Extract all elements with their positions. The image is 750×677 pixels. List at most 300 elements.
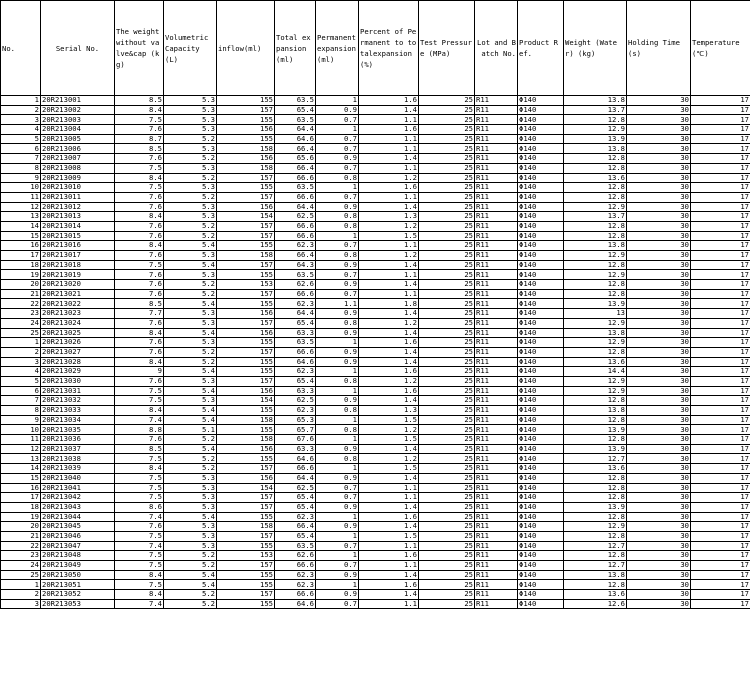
cell-test-pressure: 25 <box>419 192 475 202</box>
cell-percent: 1.2 <box>359 318 419 328</box>
cell-lot-batch: R11 <box>475 415 518 425</box>
cell-inflow: 156 <box>217 154 275 164</box>
cell-total-expansion: 64.6 <box>275 357 316 367</box>
table-row <box>1 134 750 144</box>
cell-total-expansion: 63.3 <box>275 444 316 454</box>
cell-percent: 1.5 <box>359 531 419 541</box>
cell-inflow: 157 <box>217 531 275 541</box>
cell-product-ref: Φ140 <box>518 425 564 435</box>
cell-capacity: 5.2 <box>164 357 217 367</box>
cell-test-pressure: 25 <box>419 309 475 319</box>
table-row <box>1 531 750 541</box>
cell-lot-batch: R11 <box>475 483 518 493</box>
cell-inflow: 157 <box>217 590 275 600</box>
cell-holding-time: 30 <box>627 338 691 348</box>
cell-product-ref: Φ140 <box>518 512 564 522</box>
cell-capacity: 5.4 <box>164 406 217 416</box>
cell-holding-time: 30 <box>627 386 691 396</box>
cell-lot-batch: R11 <box>475 522 518 532</box>
cell-holding-time: 30 <box>627 531 691 541</box>
cell-serial-no: 20R213044 <box>41 512 115 522</box>
header-permanent-expansion: Permanent expansion (ml) <box>316 1 359 96</box>
cell-total-expansion: 63.3 <box>275 328 316 338</box>
cell-no: 17 <box>1 493 41 503</box>
cell-weight: 8.4 <box>115 464 164 474</box>
cell-holding-time: 30 <box>627 454 691 464</box>
cell-inflow: 155 <box>217 454 275 464</box>
cell-permanent-expansion: 0.9 <box>316 309 359 319</box>
cell-temperature: 17 <box>691 251 750 261</box>
cell-product-ref: Φ140 <box>518 386 564 396</box>
cell-test-pressure: 25 <box>419 454 475 464</box>
cell-no: 11 <box>1 192 41 202</box>
cell-product-ref: Φ140 <box>518 192 564 202</box>
cell-permanent-expansion: 1 <box>316 464 359 474</box>
cell-lot-batch: R11 <box>475 231 518 241</box>
cell-lot-batch: R11 <box>475 570 518 580</box>
cell-weight-water: 12.8 <box>564 183 627 193</box>
cell-weight-water: 13.6 <box>564 173 627 183</box>
table-row <box>1 376 750 386</box>
cell-weight: 7.5 <box>115 396 164 406</box>
cell-total-expansion: 62.3 <box>275 299 316 309</box>
cell-total-expansion: 65.4 <box>275 502 316 512</box>
cell-weight: 8.5 <box>115 444 164 454</box>
cell-test-pressure: 25 <box>419 435 475 445</box>
cell-product-ref: Φ140 <box>518 309 564 319</box>
cell-permanent-expansion: 0.8 <box>316 212 359 222</box>
cell-holding-time: 30 <box>627 173 691 183</box>
cell-lot-batch: R11 <box>475 221 518 231</box>
cell-holding-time: 30 <box>627 502 691 512</box>
cell-percent: 1.1 <box>359 561 419 571</box>
cell-lot-batch: R11 <box>475 551 518 561</box>
cell-total-expansion: 62.3 <box>275 367 316 377</box>
cell-lot-batch: R11 <box>475 599 518 609</box>
cell-weight: 8.6 <box>115 502 164 512</box>
table-row <box>1 231 750 241</box>
cell-inflow: 157 <box>217 318 275 328</box>
cell-no: 22 <box>1 541 41 551</box>
cell-weight: 7.5 <box>115 183 164 193</box>
cell-temperature: 17 <box>691 154 750 164</box>
cell-temperature: 17 <box>691 318 750 328</box>
cell-holding-time: 30 <box>627 270 691 280</box>
cell-total-expansion: 66.6 <box>275 289 316 299</box>
cell-permanent-expansion: 0.7 <box>316 493 359 503</box>
cell-test-pressure: 25 <box>419 125 475 135</box>
cell-lot-batch: R11 <box>475 590 518 600</box>
cell-total-expansion: 65.4 <box>275 531 316 541</box>
cell-inflow: 155 <box>217 541 275 551</box>
cell-no: 6 <box>1 386 41 396</box>
cell-weight-water: 12.8 <box>564 415 627 425</box>
table-row <box>1 473 750 483</box>
cell-capacity: 5.2 <box>164 590 217 600</box>
cell-no: 10 <box>1 183 41 193</box>
cell-weight-water: 13 <box>564 309 627 319</box>
cell-holding-time: 30 <box>627 464 691 474</box>
cell-temperature: 17 <box>691 541 750 551</box>
cell-weight-water: 12.9 <box>564 386 627 396</box>
cell-holding-time: 30 <box>627 367 691 377</box>
cell-lot-batch: R11 <box>475 338 518 348</box>
cell-holding-time: 30 <box>627 202 691 212</box>
cell-weight-water: 13.7 <box>564 212 627 222</box>
cell-total-expansion: 62.5 <box>275 483 316 493</box>
cell-weight-water: 14.4 <box>564 367 627 377</box>
cell-capacity: 5.3 <box>164 338 217 348</box>
cell-serial-no: 20R213006 <box>41 144 115 154</box>
cell-temperature: 17 <box>691 561 750 571</box>
cell-permanent-expansion: 0.9 <box>316 260 359 270</box>
cell-lot-batch: R11 <box>475 270 518 280</box>
cell-test-pressure: 25 <box>419 347 475 357</box>
cell-test-pressure: 25 <box>419 289 475 299</box>
cell-permanent-expansion: 0.9 <box>316 202 359 212</box>
cell-test-pressure: 25 <box>419 464 475 474</box>
cell-temperature: 17 <box>691 289 750 299</box>
header-volumetric-capacity: Volumetric Capacity (L) <box>164 1 217 96</box>
cell-weight-water: 12.9 <box>564 202 627 212</box>
cell-weight: 8.8 <box>115 425 164 435</box>
table-row <box>1 357 750 367</box>
cell-weight: 7.5 <box>115 531 164 541</box>
cell-test-pressure: 25 <box>419 183 475 193</box>
cell-serial-no: 20R213024 <box>41 318 115 328</box>
cell-permanent-expansion: 0.8 <box>316 251 359 261</box>
cell-weight-water: 12.8 <box>564 551 627 561</box>
cell-total-expansion: 66.4 <box>275 163 316 173</box>
cell-temperature: 17 <box>691 163 750 173</box>
cell-percent: 1.5 <box>359 435 419 445</box>
cell-permanent-expansion: 0.7 <box>316 289 359 299</box>
cell-serial-no: 20R213017 <box>41 251 115 261</box>
cell-inflow: 155 <box>217 406 275 416</box>
cell-serial-no: 20R213019 <box>41 270 115 280</box>
cell-capacity: 5.3 <box>164 531 217 541</box>
cell-percent: 1.4 <box>359 590 419 600</box>
cell-weight-water: 13.6 <box>564 590 627 600</box>
cell-no: 14 <box>1 464 41 474</box>
cell-product-ref: Φ140 <box>518 338 564 348</box>
cell-serial-no: 20R213001 <box>41 96 115 106</box>
cell-inflow: 157 <box>217 221 275 231</box>
cell-test-pressure: 25 <box>419 493 475 503</box>
cell-permanent-expansion: 1 <box>316 183 359 193</box>
cell-lot-batch: R11 <box>475 144 518 154</box>
cell-total-expansion: 64.4 <box>275 202 316 212</box>
cell-temperature: 17 <box>691 590 750 600</box>
cell-total-expansion: 63.5 <box>275 96 316 106</box>
cell-weight: 7.4 <box>115 599 164 609</box>
cell-lot-batch: R11 <box>475 435 518 445</box>
cell-permanent-expansion: 0.8 <box>316 406 359 416</box>
cell-temperature: 17 <box>691 483 750 493</box>
cell-capacity: 5.3 <box>164 483 217 493</box>
cell-weight: 7.5 <box>115 454 164 464</box>
cell-inflow: 155 <box>217 115 275 125</box>
cell-weight-water: 12.8 <box>564 115 627 125</box>
cell-holding-time: 30 <box>627 522 691 532</box>
table-row <box>1 483 750 493</box>
cell-total-expansion: 64.4 <box>275 125 316 135</box>
cell-no: 5 <box>1 376 41 386</box>
cell-percent: 1.1 <box>359 241 419 251</box>
cell-no: 1 <box>1 96 41 106</box>
cell-weight: 8.5 <box>115 96 164 106</box>
table-row <box>1 96 750 106</box>
cell-test-pressure: 25 <box>419 444 475 454</box>
cell-weight-water: 12.8 <box>564 435 627 445</box>
cell-weight: 7.4 <box>115 512 164 522</box>
cell-capacity: 5.3 <box>164 493 217 503</box>
cell-temperature: 17 <box>691 347 750 357</box>
cell-no: 22 <box>1 299 41 309</box>
cell-serial-no: 20R213023 <box>41 309 115 319</box>
header-temperature: Temperature(℃) <box>691 1 750 96</box>
cell-percent: 1.4 <box>359 444 419 454</box>
cell-inflow: 157 <box>217 105 275 115</box>
cell-test-pressure: 25 <box>419 580 475 590</box>
cell-test-pressure: 25 <box>419 396 475 406</box>
cell-temperature: 17 <box>691 260 750 270</box>
cell-permanent-expansion: 0.9 <box>316 522 359 532</box>
cell-weight: 8.4 <box>115 105 164 115</box>
header-row <box>1 1 750 96</box>
cell-weight-water: 12.6 <box>564 599 627 609</box>
cell-capacity: 5.3 <box>164 318 217 328</box>
cell-serial-no: 20R213052 <box>41 590 115 600</box>
cell-product-ref: Φ140 <box>518 531 564 541</box>
cell-total-expansion: 65.3 <box>275 415 316 425</box>
cell-capacity: 5.4 <box>164 328 217 338</box>
cell-capacity: 5.4 <box>164 386 217 396</box>
cell-serial-no: 20R213020 <box>41 280 115 290</box>
cell-permanent-expansion: 0.7 <box>316 541 359 551</box>
table-row <box>1 105 750 115</box>
cell-capacity: 5.4 <box>164 299 217 309</box>
cell-product-ref: Φ140 <box>518 580 564 590</box>
cell-lot-batch: R11 <box>475 444 518 454</box>
cell-holding-time: 30 <box>627 551 691 561</box>
cell-lot-batch: R11 <box>475 251 518 261</box>
cell-permanent-expansion: 1 <box>316 338 359 348</box>
cell-weight: 7.5 <box>115 483 164 493</box>
cell-percent: 1.5 <box>359 415 419 425</box>
cell-temperature: 17 <box>691 580 750 590</box>
cell-product-ref: Φ140 <box>518 144 564 154</box>
cell-total-expansion: 66.6 <box>275 561 316 571</box>
table-row <box>1 396 750 406</box>
cell-test-pressure: 25 <box>419 502 475 512</box>
cell-test-pressure: 25 <box>419 406 475 416</box>
cell-test-pressure: 25 <box>419 212 475 222</box>
cell-test-pressure: 25 <box>419 338 475 348</box>
cell-percent: 1.4 <box>359 260 419 270</box>
cell-lot-batch: R11 <box>475 309 518 319</box>
table-row <box>1 493 750 503</box>
cell-test-pressure: 25 <box>419 473 475 483</box>
cell-permanent-expansion: 0.9 <box>316 590 359 600</box>
cell-weight-water: 13.9 <box>564 134 627 144</box>
cell-serial-no: 20R213040 <box>41 473 115 483</box>
cell-permanent-expansion: 0.7 <box>316 599 359 609</box>
cell-test-pressure: 25 <box>419 531 475 541</box>
cell-product-ref: Φ140 <box>518 251 564 261</box>
cell-test-pressure: 25 <box>419 599 475 609</box>
cell-no: 10 <box>1 425 41 435</box>
cell-percent: 1.2 <box>359 251 419 261</box>
cell-permanent-expansion: 0.9 <box>316 473 359 483</box>
cell-serial-no: 20R213041 <box>41 483 115 493</box>
cell-product-ref: Φ140 <box>518 318 564 328</box>
cell-total-expansion: 65.4 <box>275 105 316 115</box>
cell-no: 19 <box>1 270 41 280</box>
cell-holding-time: 30 <box>627 134 691 144</box>
cell-holding-time: 30 <box>627 599 691 609</box>
cell-temperature: 17 <box>691 125 750 135</box>
cell-product-ref: Φ140 <box>518 299 564 309</box>
cell-lot-batch: R11 <box>475 386 518 396</box>
cell-capacity: 5.3 <box>164 473 217 483</box>
cell-holding-time: 30 <box>627 590 691 600</box>
cell-serial-no: 20R213018 <box>41 260 115 270</box>
cell-inflow: 156 <box>217 202 275 212</box>
cell-weight: 7.6 <box>115 192 164 202</box>
cell-percent: 1.4 <box>359 328 419 338</box>
cell-holding-time: 30 <box>627 309 691 319</box>
cell-no: 14 <box>1 221 41 231</box>
cell-permanent-expansion: 0.8 <box>316 425 359 435</box>
cell-holding-time: 30 <box>627 541 691 551</box>
cell-no: 24 <box>1 561 41 571</box>
cell-product-ref: Φ140 <box>518 260 564 270</box>
cell-product-ref: Φ140 <box>518 183 564 193</box>
cell-total-expansion: 62.3 <box>275 512 316 522</box>
cell-capacity: 5.4 <box>164 580 217 590</box>
cell-weight: 7.5 <box>115 386 164 396</box>
cell-weight: 7.4 <box>115 541 164 551</box>
cell-serial-no: 20R213015 <box>41 231 115 241</box>
cell-test-pressure: 25 <box>419 512 475 522</box>
cell-test-pressure: 25 <box>419 561 475 571</box>
cell-holding-time: 30 <box>627 299 691 309</box>
cell-weight-water: 12.8 <box>564 163 627 173</box>
cell-total-expansion: 66.4 <box>275 144 316 154</box>
cell-total-expansion: 66.6 <box>275 590 316 600</box>
cell-serial-no: 20R213021 <box>41 289 115 299</box>
table-row <box>1 415 750 425</box>
cell-no: 7 <box>1 154 41 164</box>
cell-weight-water: 12.9 <box>564 270 627 280</box>
cell-weight-water: 12.9 <box>564 376 627 386</box>
cell-total-expansion: 64.4 <box>275 473 316 483</box>
cell-no: 12 <box>1 444 41 454</box>
cell-weight-water: 12.8 <box>564 347 627 357</box>
cell-holding-time: 30 <box>627 318 691 328</box>
cell-lot-batch: R11 <box>475 328 518 338</box>
cell-total-expansion: 66.6 <box>275 464 316 474</box>
cell-inflow: 157 <box>217 289 275 299</box>
cell-holding-time: 30 <box>627 444 691 454</box>
cell-percent: 1.1 <box>359 134 419 144</box>
cell-percent: 1.1 <box>359 163 419 173</box>
cell-weight: 8.4 <box>115 328 164 338</box>
cell-temperature: 17 <box>691 386 750 396</box>
cell-total-expansion: 65.7 <box>275 425 316 435</box>
cell-percent: 1.6 <box>359 183 419 193</box>
table-row <box>1 192 750 202</box>
table-row <box>1 318 750 328</box>
cell-weight-water: 13.8 <box>564 406 627 416</box>
cell-product-ref: Φ140 <box>518 154 564 164</box>
cell-temperature: 17 <box>691 134 750 144</box>
cell-total-expansion: 63.5 <box>275 541 316 551</box>
cell-inflow: 158 <box>217 251 275 261</box>
cell-serial-no: 20R213010 <box>41 183 115 193</box>
cell-inflow: 158 <box>217 522 275 532</box>
cell-lot-batch: R11 <box>475 134 518 144</box>
cell-weight-water: 12.8 <box>564 473 627 483</box>
cell-weight: 7.6 <box>115 435 164 445</box>
cell-weight: 7.5 <box>115 551 164 561</box>
cell-permanent-expansion: 0.9 <box>316 105 359 115</box>
cell-percent: 1.2 <box>359 454 419 464</box>
cell-product-ref: Φ140 <box>518 590 564 600</box>
table-body <box>1 96 750 609</box>
cell-permanent-expansion: 0.8 <box>316 173 359 183</box>
cell-test-pressure: 25 <box>419 96 475 106</box>
cell-serial-no: 20R213039 <box>41 464 115 474</box>
cell-total-expansion: 66.6 <box>275 192 316 202</box>
cell-capacity: 5.3 <box>164 163 217 173</box>
cell-weight-water: 13.9 <box>564 299 627 309</box>
cell-serial-no: 20R213038 <box>41 454 115 464</box>
cell-holding-time: 30 <box>627 260 691 270</box>
cell-percent: 1.1 <box>359 270 419 280</box>
cell-weight-water: 12.8 <box>564 154 627 164</box>
cell-weight: 7.5 <box>115 561 164 571</box>
cell-capacity: 5.2 <box>164 551 217 561</box>
cell-temperature: 17 <box>691 551 750 561</box>
cell-no: 16 <box>1 483 41 493</box>
cell-holding-time: 30 <box>627 376 691 386</box>
cell-test-pressure: 25 <box>419 105 475 115</box>
cell-percent: 1.6 <box>359 96 419 106</box>
header-lot-batch: Lot and Batch No. <box>475 1 518 96</box>
cell-weight: 8.4 <box>115 590 164 600</box>
cell-capacity: 5.1 <box>164 425 217 435</box>
cell-temperature: 17 <box>691 464 750 474</box>
cell-serial-no: 20R213004 <box>41 125 115 135</box>
cell-no: 7 <box>1 396 41 406</box>
table-row <box>1 183 750 193</box>
table-row <box>1 347 750 357</box>
header-weight-without-valve: The weight without valve&cap (kg) <box>115 1 164 96</box>
cell-weight-water: 13.8 <box>564 241 627 251</box>
cell-weight: 9 <box>115 367 164 377</box>
cell-weight-water: 13.6 <box>564 357 627 367</box>
cell-test-pressure: 25 <box>419 202 475 212</box>
table-row <box>1 241 750 251</box>
cell-weight-water: 12.9 <box>564 318 627 328</box>
cell-serial-no: 20R213046 <box>41 531 115 541</box>
cell-total-expansion: 62.6 <box>275 280 316 290</box>
cell-capacity: 5.2 <box>164 173 217 183</box>
table-row <box>1 454 750 464</box>
cell-temperature: 17 <box>691 328 750 338</box>
